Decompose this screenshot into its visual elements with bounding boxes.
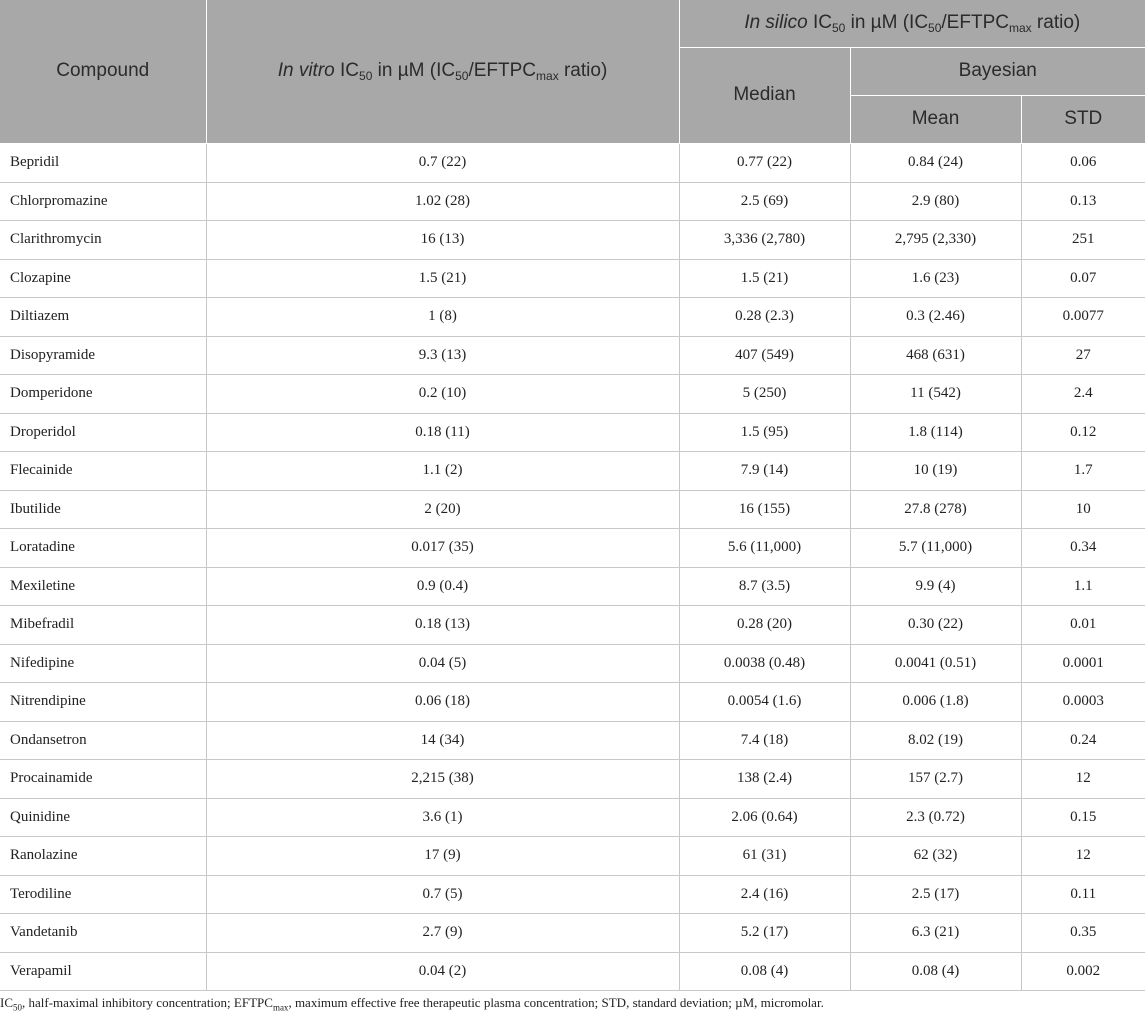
cell-median: 1.5 (95) (679, 413, 850, 452)
cell-std: 0.002 (1021, 952, 1145, 991)
header-in-silico-sub: max (1008, 21, 1032, 36)
cell-mean: 2.5 (17) (850, 875, 1021, 914)
cell-in-vitro: 0.7 (22) (206, 144, 679, 183)
cell-median: 0.28 (20) (679, 606, 850, 645)
cell-median: 0.0038 (0.48) (679, 644, 850, 683)
cell-in-vitro: 2,215 (38) (206, 760, 679, 799)
cell-median: 2.4 (16) (679, 875, 850, 914)
table-header (0, 0, 1145, 144)
cell-mean: 2,795 (2,330) (850, 221, 1021, 260)
cell-std: 0.12 (1021, 413, 1145, 452)
table-row (0, 336, 1145, 375)
table-row (0, 144, 1145, 183)
header-std: STD (1021, 96, 1145, 144)
table-row (0, 567, 1145, 606)
table-row (0, 683, 1145, 722)
cell-compound: Nitrendipine (0, 683, 206, 722)
cell-std: 0.0001 (1021, 644, 1145, 683)
footnote-sub: 50 (13, 1002, 22, 1013)
cell-in-vitro: 1.02 (28) (206, 182, 679, 221)
cell-in-vitro: 0.18 (11) (206, 413, 679, 452)
cell-compound: Bepridil (0, 144, 206, 183)
cell-in-vitro: 0.04 (2) (206, 952, 679, 991)
header-in-silico-italic: In silico (744, 12, 808, 34)
cell-std: 251 (1021, 221, 1145, 260)
header-in-vitro-text: /EFTPC (468, 60, 537, 82)
table-row (0, 221, 1145, 260)
cell-median: 0.28 (2.3) (679, 298, 850, 337)
header-in-silico-text: ratio) (1031, 12, 1081, 34)
cell-mean: 0.3 (2.46) (850, 298, 1021, 337)
cell-mean: 0.006 (1.8) (850, 683, 1021, 722)
cell-compound: Ibutilide (0, 490, 206, 529)
table-row (0, 490, 1145, 529)
cell-compound: Clarithromycin (0, 221, 206, 260)
cell-compound: Procainamide (0, 760, 206, 799)
cell-std: 0.13 (1021, 182, 1145, 221)
header-in-silico-text: in µM (IC (845, 12, 929, 34)
table-row (0, 375, 1145, 414)
cell-mean: 0.30 (22) (850, 606, 1021, 645)
cell-in-vitro: 0.06 (18) (206, 683, 679, 722)
table-row (0, 644, 1145, 683)
footnote-text: IC (0, 995, 13, 1010)
table-row (0, 760, 1145, 799)
cell-mean: 1.6 (23) (850, 259, 1021, 298)
cell-mean: 157 (2.7) (850, 760, 1021, 799)
cell-compound: Terodiline (0, 875, 206, 914)
cell-compound: Disopyramide (0, 336, 206, 375)
header-in-silico-sub: 50 (928, 21, 942, 36)
cell-std: 10 (1021, 490, 1145, 529)
cell-std: 0.01 (1021, 606, 1145, 645)
cell-compound: Droperidol (0, 413, 206, 452)
cell-mean: 11 (542) (850, 375, 1021, 414)
header-in-vitro-sub: 50 (359, 69, 373, 84)
cell-median: 2.5 (69) (679, 182, 850, 221)
cell-median: 16 (155) (679, 490, 850, 529)
table-row (0, 837, 1145, 876)
cell-mean: 2.9 (80) (850, 182, 1021, 221)
header-in-vitro (206, 0, 679, 144)
cell-compound: Diltiazem (0, 298, 206, 337)
cell-std: 0.11 (1021, 875, 1145, 914)
table-row (0, 452, 1145, 491)
cell-median: 0.77 (22) (679, 144, 850, 183)
cell-in-vitro: 0.04 (5) (206, 644, 679, 683)
cell-std: 0.0003 (1021, 683, 1145, 722)
cell-std: 0.07 (1021, 259, 1145, 298)
cell-in-vitro: 16 (13) (206, 221, 679, 260)
cell-std: 0.06 (1021, 144, 1145, 183)
cell-std: 2.4 (1021, 375, 1145, 414)
header-mean: Mean (850, 96, 1021, 144)
cell-in-vitro: 3.6 (1) (206, 798, 679, 837)
cell-compound: Verapamil (0, 952, 206, 991)
cell-mean: 0.0041 (0.51) (850, 644, 1021, 683)
cell-median: 5 (250) (679, 375, 850, 414)
header-in-vitro-text: IC (334, 60, 360, 82)
cell-in-vitro: 2 (20) (206, 490, 679, 529)
table-row (0, 721, 1145, 760)
cell-compound: Ondansetron (0, 721, 206, 760)
cell-mean: 5.7 (11,000) (850, 529, 1021, 568)
cell-median: 0.0054 (1.6) (679, 683, 850, 722)
cell-mean: 468 (631) (850, 336, 1021, 375)
cell-std: 0.24 (1021, 721, 1145, 760)
cell-median: 61 (31) (679, 837, 850, 876)
footnote-sub: max (272, 1002, 289, 1013)
cell-mean: 0.08 (4) (850, 952, 1021, 991)
cell-mean: 0.84 (24) (850, 144, 1021, 183)
cell-in-vitro: 0.9 (0.4) (206, 567, 679, 606)
cell-mean: 2.3 (0.72) (850, 798, 1021, 837)
cell-median: 7.4 (18) (679, 721, 850, 760)
footnote-text: , maximum effective free therapeutic plasma concentration; STD, standard deviation; µM, micromolar. (288, 995, 824, 1010)
header-in-silico-text: /EFTPC (941, 12, 1009, 34)
cell-mean: 1.8 (114) (850, 413, 1021, 452)
cell-std: 12 (1021, 837, 1145, 876)
table-row (0, 413, 1145, 452)
table-row (0, 182, 1145, 221)
cell-in-vitro: 14 (34) (206, 721, 679, 760)
cell-std: 0.0077 (1021, 298, 1145, 337)
table-body (0, 144, 1145, 991)
cell-compound: Clozapine (0, 259, 206, 298)
cell-std: 27 (1021, 336, 1145, 375)
header-in-vitro-text: ratio) (558, 60, 608, 82)
cell-compound: Chlorpromazine (0, 182, 206, 221)
cell-compound: Domperidone (0, 375, 206, 414)
header-compound: Compound (0, 0, 206, 144)
cell-median: 0.08 (4) (679, 952, 850, 991)
cell-in-vitro: 17 (9) (206, 837, 679, 876)
cell-std: 0.15 (1021, 798, 1145, 837)
table-footnote (0, 995, 824, 1013)
cell-in-vitro: 9.3 (13) (206, 336, 679, 375)
cell-mean: 8.02 (19) (850, 721, 1021, 760)
header-in-vitro-sub: 50 (455, 69, 469, 84)
header-in-vitro-text: in µM (IC (372, 60, 456, 82)
table-row (0, 914, 1145, 953)
cell-compound: Ranolazine (0, 837, 206, 876)
header-in-vitro-sub: max (536, 69, 559, 84)
table-row (0, 952, 1145, 991)
cell-in-vitro: 2.7 (9) (206, 914, 679, 953)
table-row (0, 298, 1145, 337)
cell-in-vitro: 0.7 (5) (206, 875, 679, 914)
cell-in-vitro: 0.017 (35) (206, 529, 679, 568)
cell-std: 0.35 (1021, 914, 1145, 953)
cell-in-vitro: 0.18 (13) (206, 606, 679, 645)
cell-mean: 10 (19) (850, 452, 1021, 491)
cell-median: 3,336 (2,780) (679, 221, 850, 260)
cell-mean: 62 (32) (850, 837, 1021, 876)
cell-compound: Loratadine (0, 529, 206, 568)
cell-median: 1.5 (21) (679, 259, 850, 298)
header-in-silico (679, 0, 1145, 48)
cell-mean: 6.3 (21) (850, 914, 1021, 953)
cell-compound: Mibefradil (0, 606, 206, 645)
cell-median: 5.2 (17) (679, 914, 850, 953)
table-row (0, 798, 1145, 837)
table-row (0, 259, 1145, 298)
cell-std: 0.34 (1021, 529, 1145, 568)
header-median: Median (679, 48, 850, 144)
cell-compound: Quinidine (0, 798, 206, 837)
cell-std: 12 (1021, 760, 1145, 799)
header-in-vitro-italic: In vitro (277, 60, 335, 82)
cell-compound: Mexiletine (0, 567, 206, 606)
cell-in-vitro: 1.5 (21) (206, 259, 679, 298)
cell-mean: 27.8 (278) (850, 490, 1021, 529)
cell-in-vitro: 0.2 (10) (206, 375, 679, 414)
table-row (0, 529, 1145, 568)
header-in-silico-sub: 50 (831, 21, 846, 36)
cell-std: 1.1 (1021, 567, 1145, 606)
cell-compound: Vandetanib (0, 914, 206, 953)
header-in-silico-text: IC (807, 12, 832, 34)
cell-mean: 9.9 (4) (850, 567, 1021, 606)
cell-compound: Nifedipine (0, 644, 206, 683)
cell-std: 1.7 (1021, 452, 1145, 491)
cell-in-vitro: 1 (8) (206, 298, 679, 337)
cell-median: 2.06 (0.64) (679, 798, 850, 837)
cell-median: 138 (2.4) (679, 760, 850, 799)
cell-median: 7.9 (14) (679, 452, 850, 491)
cell-in-vitro: 1.1 (2) (206, 452, 679, 491)
footnote-text: , half-maximal inhibitory concentration; EFTPC (22, 995, 273, 1010)
cell-median: 5.6 (11,000) (679, 529, 850, 568)
header-bayesian: Bayesian (850, 48, 1145, 96)
table-row (0, 875, 1145, 914)
table-row (0, 606, 1145, 645)
cell-compound: Flecainide (0, 452, 206, 491)
cell-median: 8.7 (3.5) (679, 567, 850, 606)
cell-median: 407 (549) (679, 336, 850, 375)
